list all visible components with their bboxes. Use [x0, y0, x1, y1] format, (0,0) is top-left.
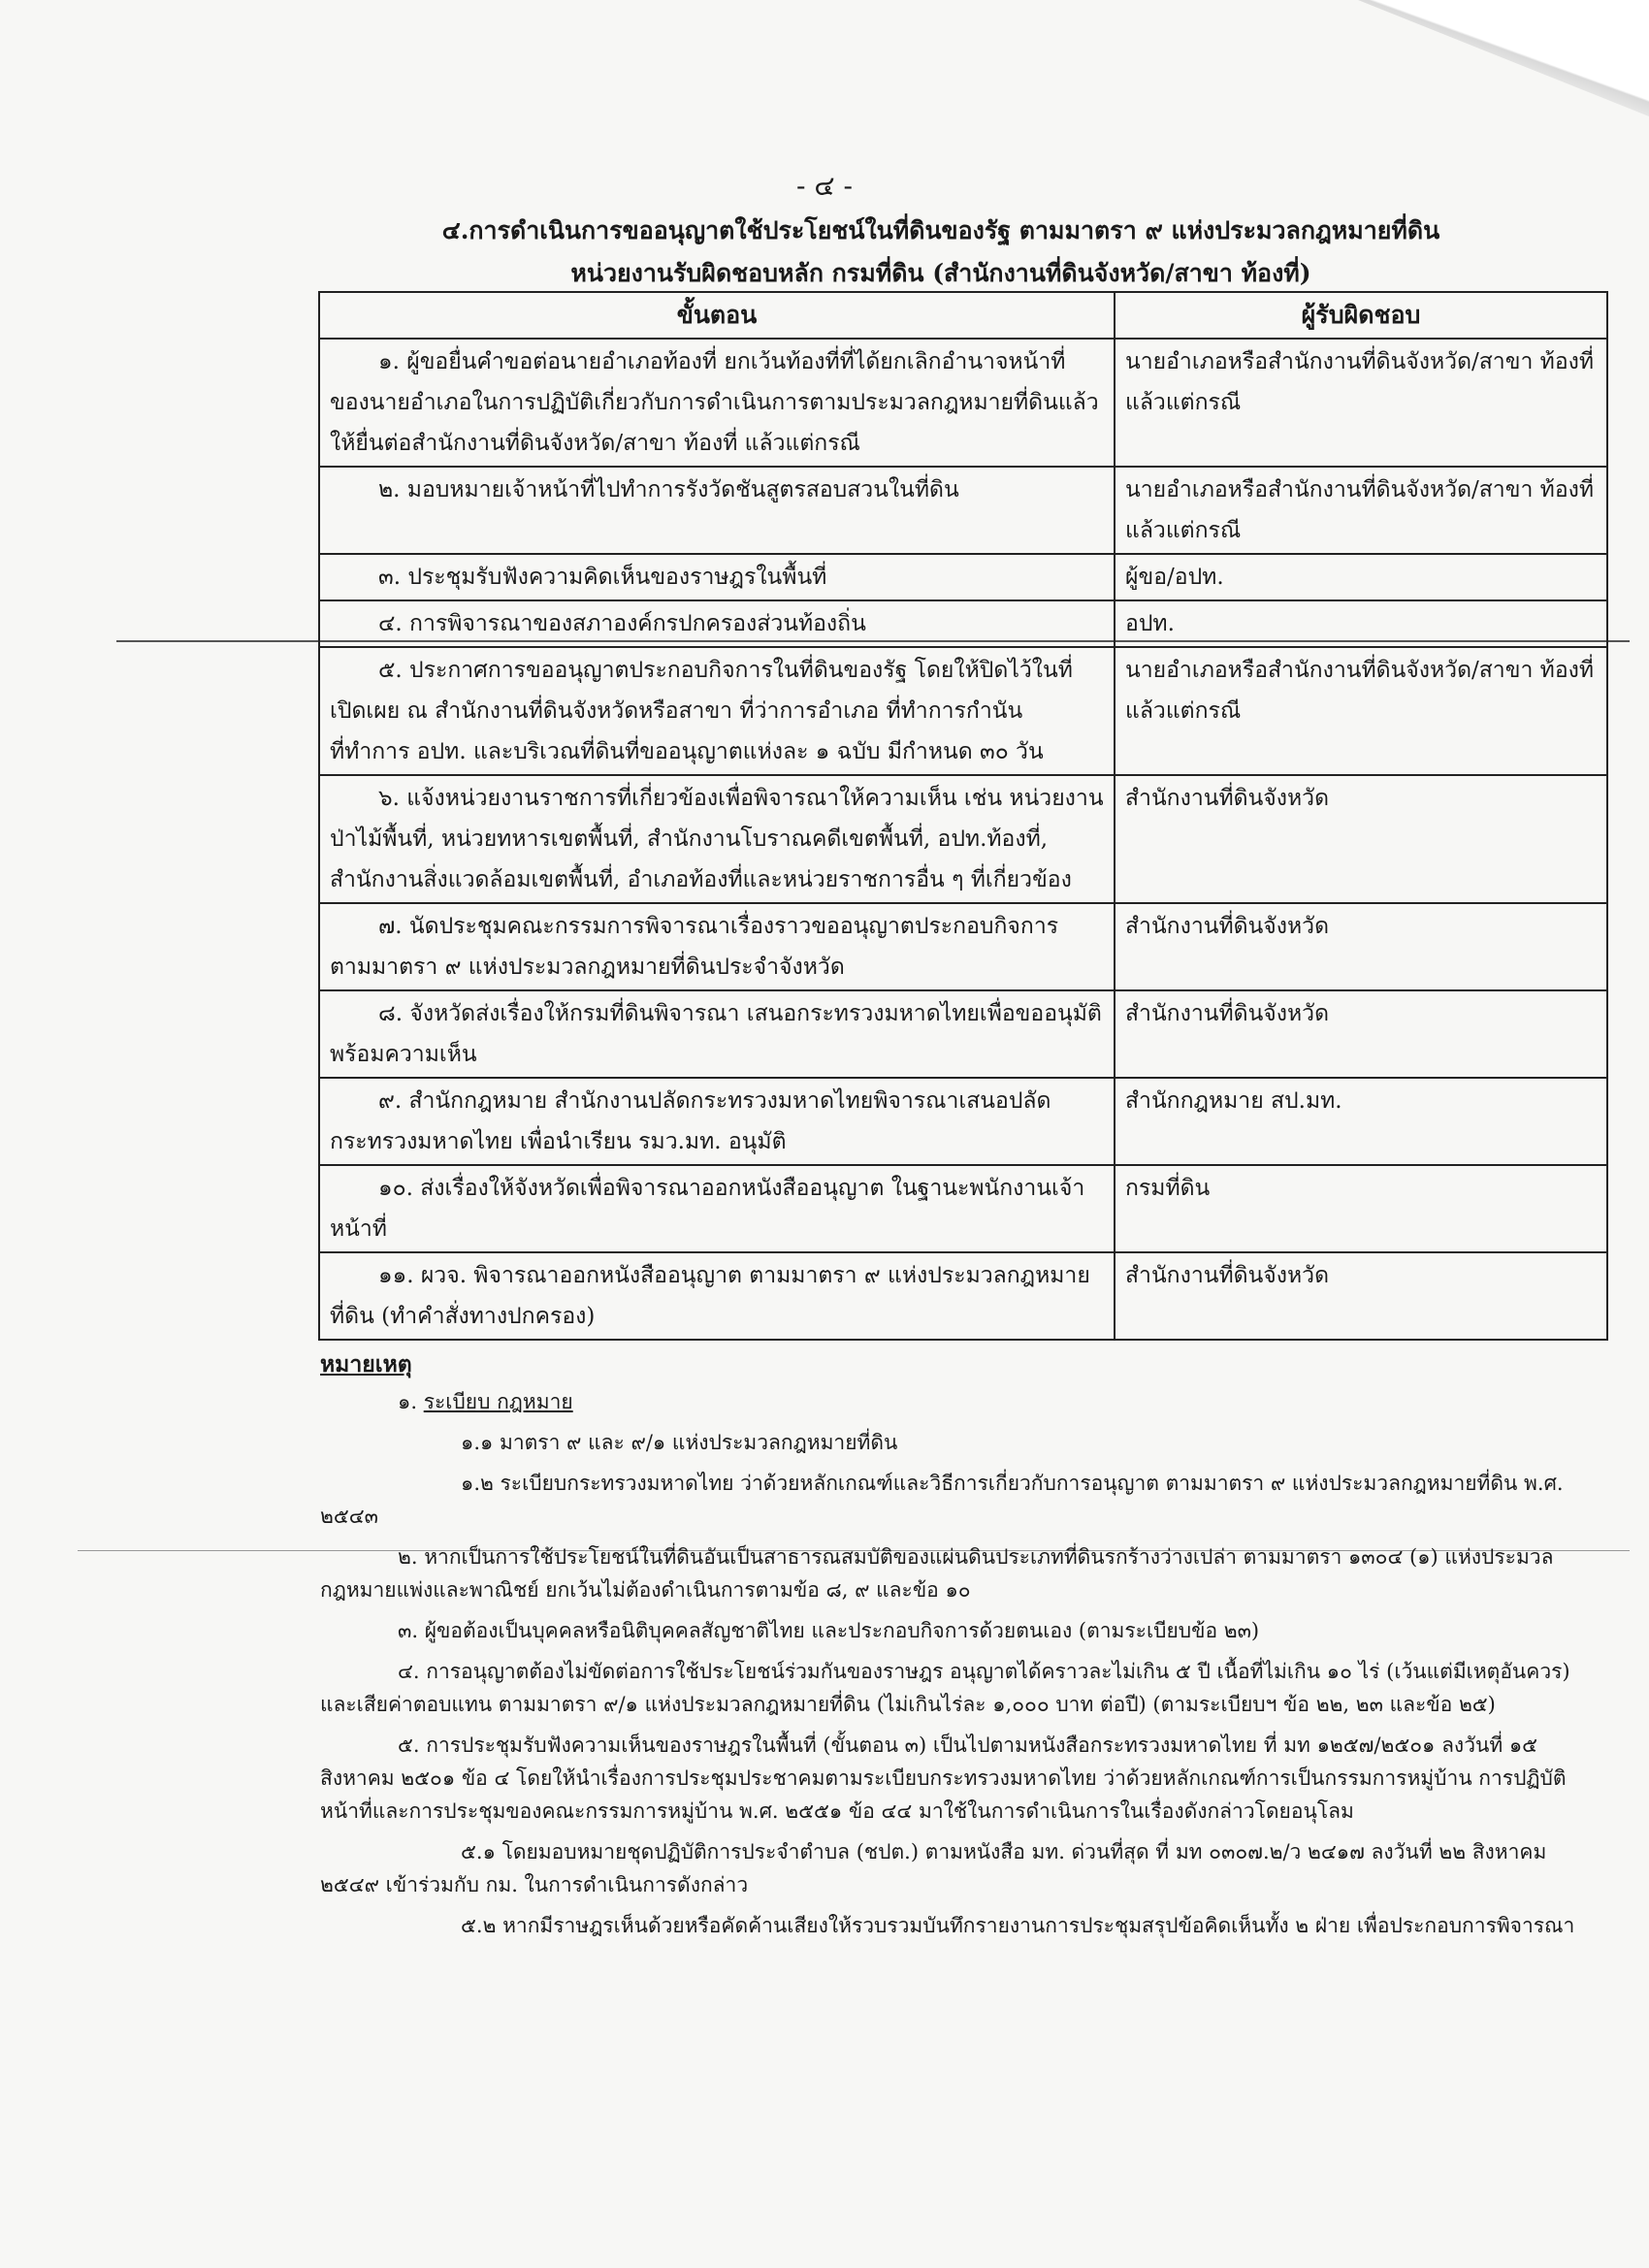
step-cell: ๖. แจ้งหน่วยงานราชการที่เกี่ยวข้องเพื่อพิจารณาให้ความเห็น เช่น หน่วยงานป่าไม้พื้นที่, หน่วยทหารเขตพื้นที่, สำนักงานโบราณคดีเขตพื้นที่, อปท.ท้องที่, สำนักงานสิ่งแวดล้อมเขตพื้นที่, อำเภอท้องที่และหน่วยราชการอื่น ๆ ที่เกี่ยวข้อง [319, 775, 1115, 903]
remark-1-2: ๑.๒ ระเบียบกระทรวงมหาดไทย ว่าด้วยหลักเกณฑ์และวิธีการเกี่ยวกับการอนุญาต ตามมาตรา ๙ แห่งประมวลกฎหมายที่ดิน พ.ศ. ๒๕๔๓ [320, 1472, 1564, 1528]
section-heading: ๔.การดำเนินการขออนุญาตใช้ประโยชน์ในที่ดินของรัฐ ตามมาตรา ๙ แห่งประมวลกฎหมายที่ดิน [441, 216, 1440, 244]
remark-5: ๕. การประชุมรับฟังความเห็นของราษฎรในพื้นที่ (ขั้นตอน ๓) เป็นไปตามหนังสือกระทรวงมหาดไทย ที่ มท ๑๒๕๗/๒๕๐๑ ลงวันที่ ๑๕ สิงหาคม ๒๕๐๑ ข้อ ๔ โดยให้นำเรื่องการประชุมประชาคมตามระเบียบกระทรวงมหาดไทย ว่าด้วยหลักเกณฑ์การเป็นกรรมการหมู่บ้าน การปฏิบัติหน้าที่และการประชุมของคณะกรรมการหมู่บ้าน พ.ศ. ๒๕๕๑ ข้อ ๔๔ มาใช้ในการดำเนินการในเรื่องดังกล่าวโดยอนุโลม [320, 1733, 1567, 1823]
procedure-table [318, 291, 1608, 1341]
responsible-cell: นายอำเภอหรือสำนักงานที่ดินจังหวัด/สาขา ท้องที่ แล้วแต่กรณี [1115, 467, 1607, 554]
remark-5-1: ๕.๑ โดยมอบหมายชุดปฏิบัติการประจำตำบล (ชปต.) ตามหนังสือ มท. ด่วนที่สุด ที่ มท ๐๓๐๗.๒/ว ๒๔๑๗ ลงวันที่ ๒๒ สิงหาคม ๒๕๔๙ เข้าร่วมกับ กม. ในการดำเนินการดังกล่าว [320, 1840, 1547, 1896]
remark-1 [320, 1385, 1581, 1418]
table-row [319, 647, 1607, 775]
responsible-cell: สำนักงานที่ดินจังหวัด [1115, 903, 1607, 990]
remark-1-1: ๑.๑ มาตรา ๙ และ ๙/๑ แห่งประมวลกฎหมายที่ดิน [461, 1431, 898, 1454]
responsible-cell: นายอำเภอหรือสำนักงานที่ดินจังหวัด/สาขา ท้องที่ แล้วแต่กรณี [1115, 647, 1607, 775]
step-cell: ๒. มอบหมายเจ้าหน้าที่ไปทำการรังวัดชันสูตรสอบสวนในที่ดิน [319, 467, 1115, 554]
table-header-row [319, 292, 1607, 339]
step-cell: ๑. ผู้ขอยื่นคำขอต่อนายอำเภอท้องที่ ยกเว้นท้องที่ที่ได้ยกเลิกอำนาจหน้าที่ของนายอำเภอในการปฏิบัติเกี่ยวกับการดำเนินการตามประมวลกฎหมายที่ดินแล้ว ให้ยื่นต่อสำนักงานที่ดินจังหวัด/สาขา ท้องที่ แล้วแต่กรณี [319, 339, 1115, 467]
page-corner-fold [1358, 0, 1649, 116]
table-row [319, 467, 1607, 554]
responsible-cell: สำนักกฎหมาย สป.มท. [1115, 1078, 1607, 1165]
table-row [319, 600, 1607, 647]
remark-4: ๔. การอนุญาตต้องไม่ขัดต่อการใช้ประโยชน์ร่วมกันของราษฎร อนุญาตได้คราวละไม่เกิน ๕ ปี เนื้อที่ไม่เกิน ๑๐ ไร่ (เว้นแต่มีเหตุอันควร) และเสียค่าตอบแทน ตามมาตรา ๙/๑ แห่งประมวลกฎหมายที่ดิน (ไม่เกินไร่ละ ๑,๐๐๐ บาท ต่อปี) (ตามระเบียบฯ ข้อ ๒๒, ๒๓ และข้อ ๒๕) [320, 1660, 1570, 1716]
step-cell: ๘. จังหวัดส่งเรื่องให้กรมที่ดินพิจารณา เสนอกระทรวงมหาดไทยเพื่อขออนุมัติ พร้อมความเห็น [319, 990, 1115, 1078]
remarks-title: หมายเหตุ [320, 1351, 412, 1377]
responsible-cell: อปท. [1115, 600, 1607, 647]
table-row [319, 1078, 1607, 1165]
table-row [319, 775, 1607, 903]
step-cell: ๔. การพิจารณาของสภาองค์กรปกครองส่วนท้องถิ่น [319, 600, 1115, 647]
responsible-cell: สำนักงานที่ดินจังหวัด [1115, 775, 1607, 903]
remark-1-text: ระเบียบ กฎหมาย [423, 1390, 573, 1413]
step-cell: ๕. ประกาศการขออนุญาตประกอบกิจการในที่ดินของรัฐ โดยให้ปิดไว้ในที่เปิดเผย ณ สำนักงานที่ดินจังหวัดหรือสาขา ที่ว่าการอำเภอ ที่ทำการกำนัน ที่ทำการ อปท. และบริเวณที่ดินที่ขออนุญาตแห่งละ ๑ ฉบับ มีกำหนด ๓๐ วัน [319, 647, 1115, 775]
step-cell: ๓. ประชุมรับฟังความคิดเห็นของราษฎรในพื้นที่ [319, 554, 1115, 600]
step-cell: ๑๑. ผวจ. พิจารณาออกหนังสืออนุญาต ตามมาตรา ๙ แห่งประมวลกฎหมายที่ดิน (ทำคำสั่งทางปกครอง) [319, 1252, 1115, 1340]
table-row [319, 990, 1607, 1078]
page-number: - ๔ - [796, 170, 853, 202]
responsible-cell: กรมที่ดิน [1115, 1165, 1607, 1252]
responsible-agency-heading: หน่วยงานรับผิดชอบหลัก กรมที่ดิน (สำนักงานที่ดินจังหวัด/สาขา ท้องที่) [570, 259, 1311, 287]
responsible-cell: ผู้ขอ/อปท. [1115, 554, 1607, 600]
table-row [319, 903, 1607, 990]
responsible-cell: สำนักงานที่ดินจังหวัด [1115, 990, 1607, 1078]
remark-1-number: ๑. [398, 1390, 418, 1413]
step-cell: ๗. นัดประชุมคณะกรรมการพิจารณาเรื่องราวขออนุญาตประกอบกิจการ ตามมาตรา ๙ แห่งประมวลกฎหมายที่ดินประจำจังหวัด [319, 903, 1115, 990]
column-header-step: ขั้นตอน [319, 292, 1115, 339]
column-header-responsible: ผู้รับผิดชอบ [1115, 292, 1607, 339]
responsible-cell: สำนักงานที่ดินจังหวัด [1115, 1252, 1607, 1340]
remarks-section [320, 1348, 1581, 1950]
remark-2: ๒. หากเป็นการใช้ประโยชน์ในที่ดินอันเป็นสาธารณสมบัติของแผ่นดินประเภทที่ดินรกร้างว่างเปล่า ตามมาตรา ๑๓๐๔ (๑) แห่งประมวลกฎหมายแพ่งและพาณิชย์ ยกเว้นไม่ต้องดำเนินการตามข้อ ๘, ๙ และข้อ ๑๐ [320, 1545, 1554, 1602]
remark-5-2: ๕.๒ หากมีราษฎรเห็นด้วยหรือคัดค้านเสียงให้รวบรวมบันทึกรายงานการประชุมสรุปข้อคิดเห็นทั้ง ๒ ฝ่าย เพื่อประกอบการพิจารณา [461, 1914, 1575, 1937]
remark-3: ๓. ผู้ขอต้องเป็นบุคคลหรือนิติบุคคลสัญชาติไทย และประกอบกิจการด้วยตนเอง (ตามระเบียบข้อ ๒๓) [398, 1619, 1260, 1642]
step-cell: ๙. สำนักกฎหมาย สำนักงานปลัดกระทรวงมหาดไทยพิจารณาเสนอปลัดกระทรวงมหาดไทย เพื่อนำเรียน รมว.มท. อนุมัติ [319, 1078, 1115, 1165]
table-row [319, 339, 1607, 467]
table-row [319, 554, 1607, 600]
table-row [319, 1252, 1607, 1340]
table-row [319, 1165, 1607, 1252]
step-cell: ๑๐. ส่งเรื่องให้จังหวัดเพื่อพิจารณาออกหนังสืออนุญาต ในฐานะพนักงานเจ้าหน้าที่ [319, 1165, 1115, 1252]
responsible-cell: นายอำเภอหรือสำนักงานที่ดินจังหวัด/สาขา ท้องที่ แล้วแต่กรณี [1115, 339, 1607, 467]
